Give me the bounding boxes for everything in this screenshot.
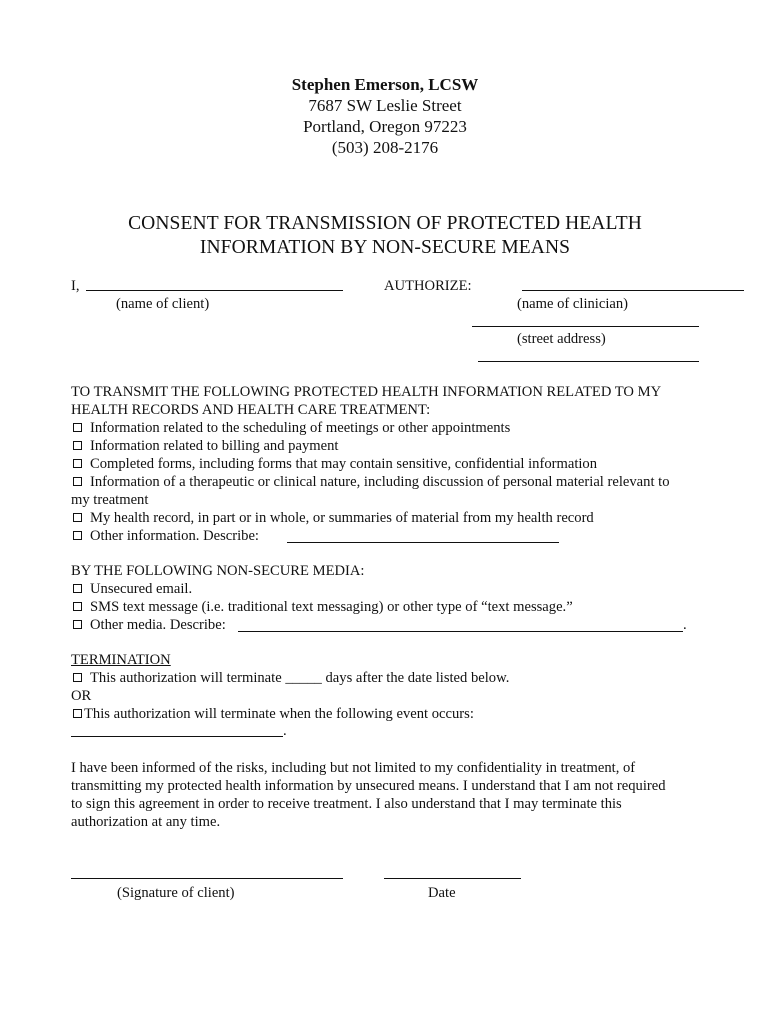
checkbox-terminate-days[interactable] <box>73 673 82 682</box>
statement-line3: to sign this agreement in order to receive treatment. I also understand that I may terminate this <box>71 796 622 812</box>
list-item: Unsecured email. <box>73 580 192 598</box>
checkbox-other-information[interactable] <box>73 531 82 540</box>
list-item: Other media. Describe: <box>73 616 226 634</box>
transmit-intro-line1: TO TRANSMIT THE FOLLOWING PROTECTED HEALTH INFORMATION RELATED TO MY <box>71 384 662 400</box>
checkbox-unsecured-email[interactable] <box>73 584 82 593</box>
client-name-field[interactable] <box>86 290 343 291</box>
clinician-name: Stephen Emerson, LCSW <box>291 75 479 94</box>
termination-heading: TERMINATION <box>71 652 171 668</box>
checkbox-health-record[interactable] <box>73 513 82 522</box>
terminate-days-field[interactable]: _____ <box>285 670 322 686</box>
list-item-continuation: my treatment <box>71 492 149 508</box>
clinician-city: Portland, Oregon 97223 <box>303 117 467 136</box>
street-address-field[interactable] <box>472 326 699 327</box>
media-intro: BY THE FOLLOWING NON-SECURE MEDIA: <box>71 563 365 579</box>
clinician-name-field[interactable] <box>522 290 744 291</box>
list-item: Information related to the scheduling of meetings or other appointments <box>73 419 510 437</box>
transmit-intro-line2: HEALTH RECORDS AND HEALTH CARE TREATMENT: <box>71 402 431 418</box>
list-item: Information of a therapeutic or clinical nature, including discussion of personal material relevant to <box>73 473 670 491</box>
list-item: Completed forms, including forms that may contain sensitive, confidential information <box>73 455 597 473</box>
checkbox-scheduling[interactable] <box>73 423 82 432</box>
list-item: SMS text message (i.e. traditional text messaging) or other type of “text message.” <box>73 598 573 616</box>
checkbox-other-media[interactable] <box>73 620 82 629</box>
list-item: Other information. Describe: <box>73 527 259 545</box>
other-information-field[interactable] <box>287 542 559 543</box>
statement-line2: transmitting my protected health information by unsecured means. I understand that I am not required <box>71 778 666 794</box>
termination-event-period: . <box>283 723 287 739</box>
checkbox-completed-forms[interactable] <box>73 459 82 468</box>
client-signature-field[interactable] <box>71 878 343 879</box>
other-media-field[interactable] <box>238 631 683 632</box>
date-caption: Date <box>428 885 456 901</box>
street-address-caption: (street address) <box>517 331 606 347</box>
checkbox-sms[interactable] <box>73 602 82 611</box>
address-line2-field[interactable] <box>478 361 699 362</box>
statement-line1: I have been informed of the risks, including but not limited to my confidentiality in treatment, of <box>71 760 636 776</box>
termination-option-event: This authorization will terminate when the following event occurs: <box>73 705 474 723</box>
other-media-period: . <box>683 617 687 633</box>
form-title-line1: CONSENT FOR TRANSMISSION OF PROTECTED HEALTH <box>128 213 642 234</box>
client-name-caption: (name of client) <box>116 296 210 312</box>
termination-event-field[interactable] <box>71 736 283 737</box>
form-title-line2: INFORMATION BY NON-SECURE MEANS <box>199 237 571 258</box>
clinician-phone: (503) 208-2176 <box>331 138 439 157</box>
checkbox-clinical-info[interactable] <box>73 477 82 486</box>
clinician-street: 7687 SW Leslie Street <box>308 96 462 115</box>
clinician-name-caption: (name of clinician) <box>517 296 629 312</box>
list-item: My health record, in part or in whole, or summaries of material from my health record <box>73 509 594 527</box>
checkbox-terminate-event[interactable] <box>73 709 82 718</box>
i-label: I, <box>71 278 80 294</box>
signature-caption: (Signature of client) <box>117 885 235 901</box>
list-item: Information related to billing and payment <box>73 437 338 455</box>
authorize-label: AUTHORIZE: <box>384 278 472 294</box>
date-field[interactable] <box>384 878 521 879</box>
or-label: OR <box>71 688 92 704</box>
checkbox-billing[interactable] <box>73 441 82 450</box>
statement-line4: authorization at any time. <box>71 814 221 830</box>
termination-option-days: This authorization will terminate _____ days after the date listed below. <box>73 669 509 687</box>
